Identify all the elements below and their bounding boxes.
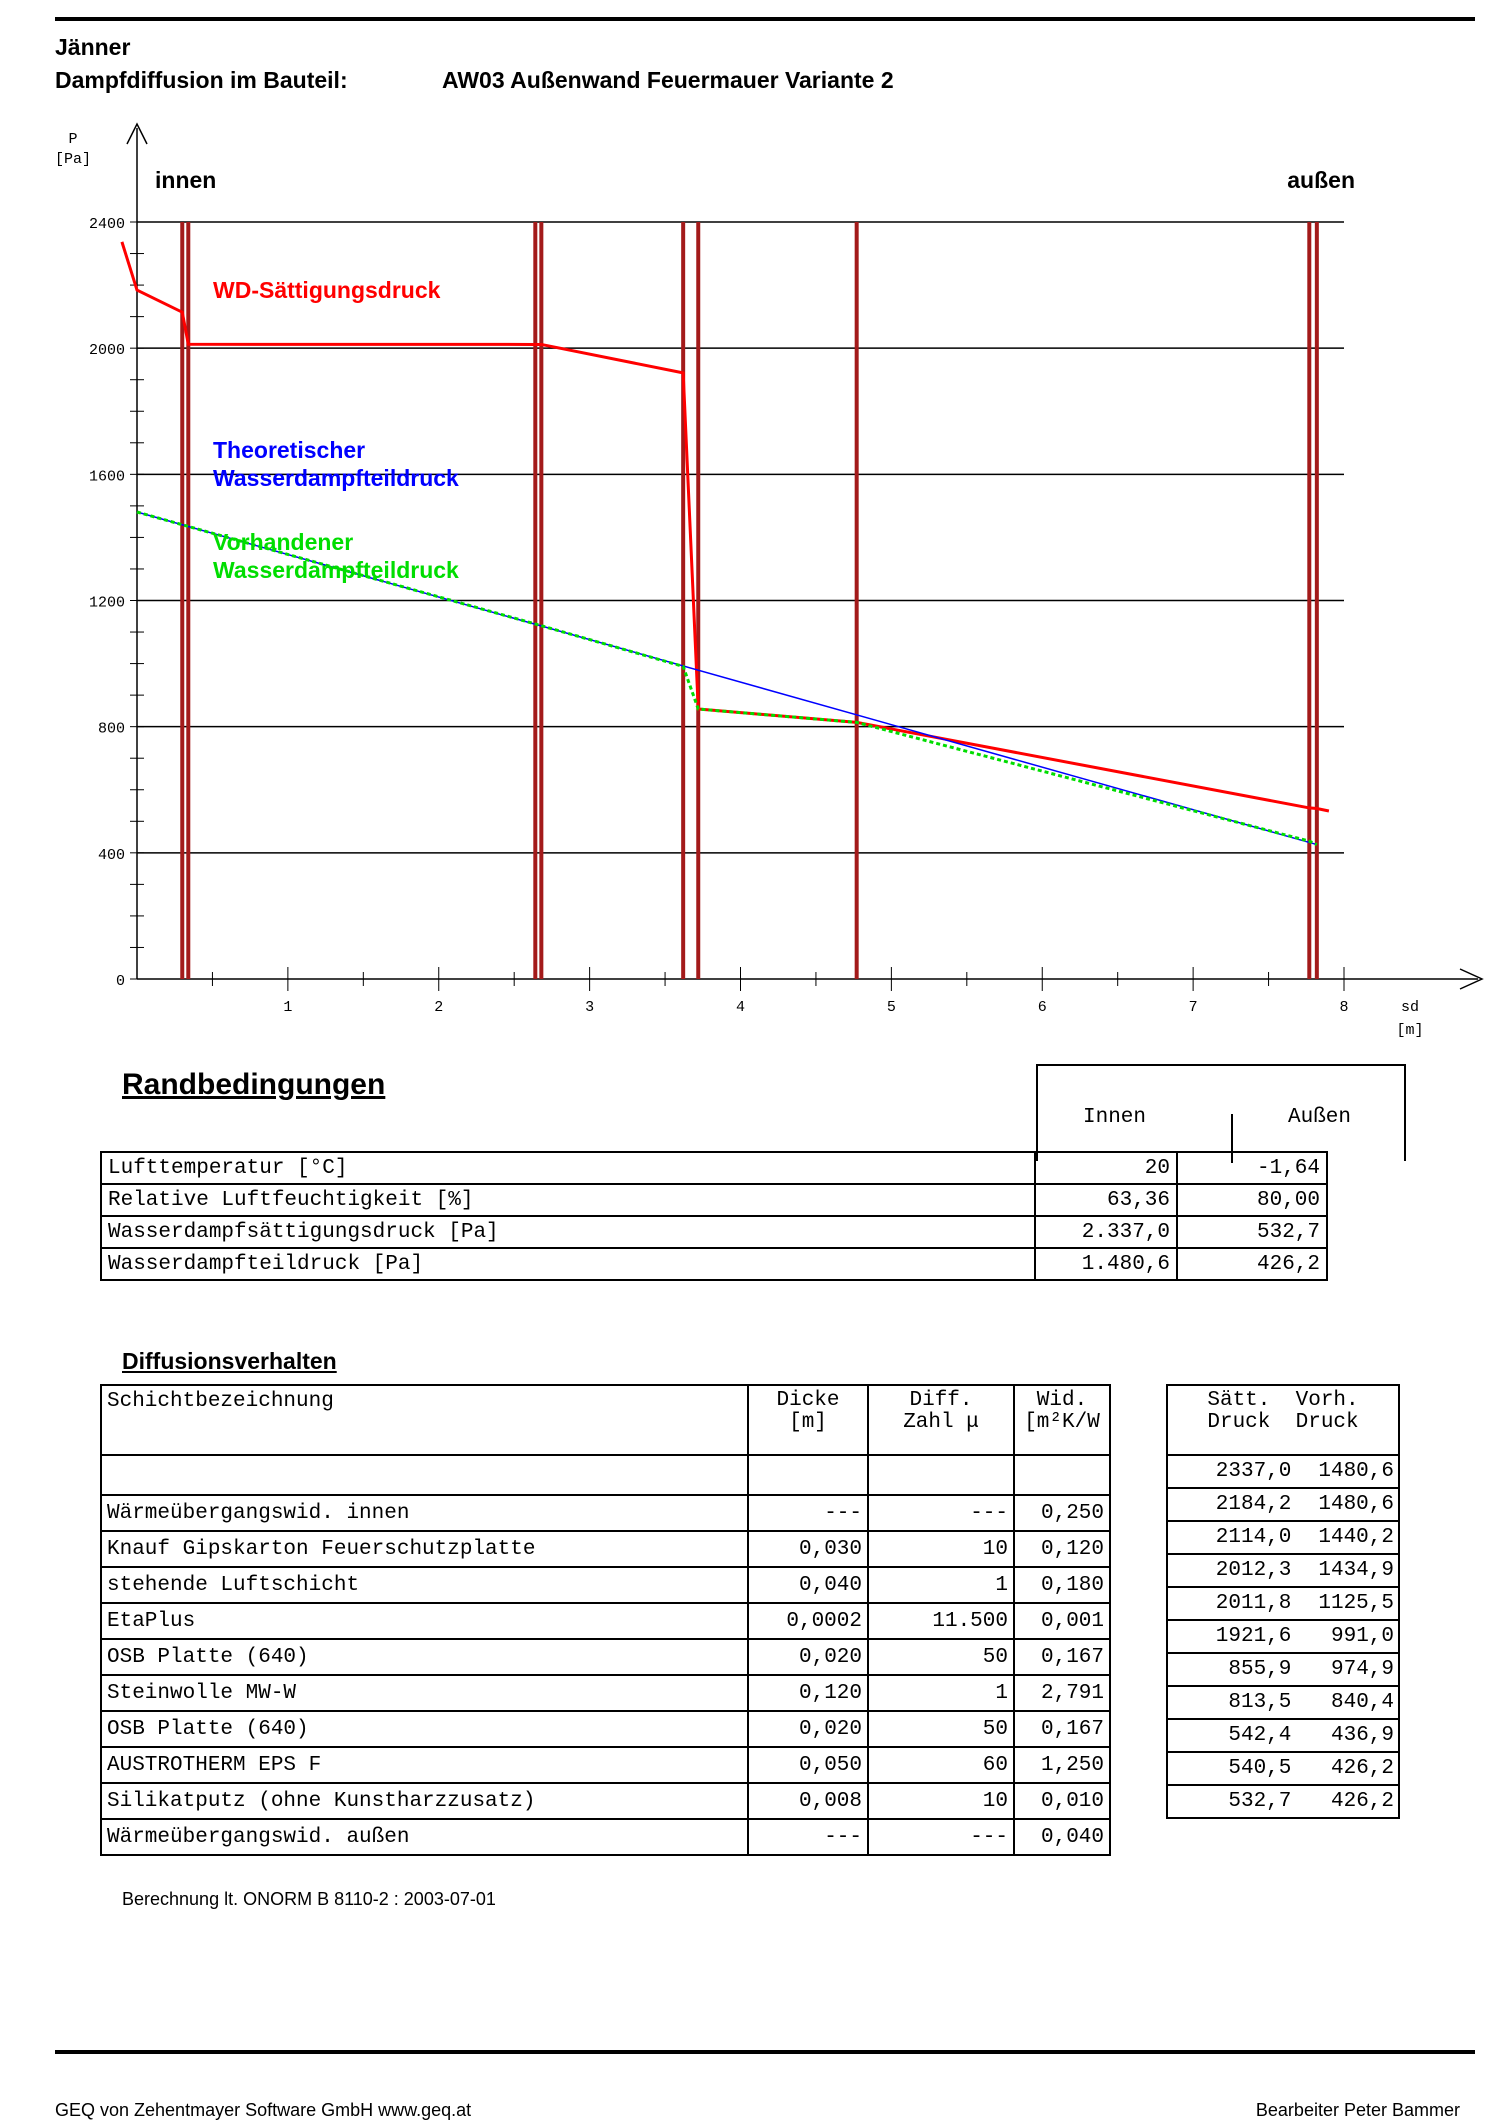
x-axis-unit: [m] (1396, 1022, 1424, 1039)
col-sattigungsdruck: Sätt. Vorh. Druck Druck (1167, 1385, 1399, 1455)
layer-wid: 2,791 (1014, 1675, 1110, 1711)
component-heading (55, 67, 894, 94)
row-innen: 63,36 (1035, 1184, 1177, 1216)
pressure-row (1167, 1653, 1399, 1686)
layer-dicke: --- (748, 1819, 868, 1855)
randbedingungen-table (100, 1151, 1328, 1281)
layer-name: Wärmeübergangswid. außen (101, 1819, 748, 1855)
vorh-druck: 426,2 (1330, 1757, 1394, 1780)
diffusion-title: Diffusionsverhalten (122, 1348, 337, 1374)
layer-dicke: 0,040 (748, 1567, 868, 1603)
vapour-pressure-chart (0, 110, 1500, 1070)
pressure-header-row (1167, 1385, 1399, 1455)
layer-mu: 1 (868, 1675, 1014, 1711)
layer-dicke: 0,020 (748, 1711, 868, 1747)
layer-dicke: 0,008 (748, 1783, 868, 1819)
pressure-cell (1167, 1653, 1399, 1686)
row-innen: 2.337,0 (1035, 1216, 1177, 1248)
layer-mu: 11.500 (868, 1603, 1014, 1639)
x-tick-label: 7 (1188, 999, 1198, 1016)
diffusion-row (101, 1783, 1110, 1819)
col-innen: Innen (1083, 1106, 1147, 1129)
pressure-row (1167, 1488, 1399, 1521)
y-tick-label: 400 (97, 846, 125, 864)
pressure-row (1167, 1455, 1399, 1488)
pressure-cell (1167, 1719, 1399, 1752)
series-line (122, 242, 1329, 811)
diffusion-row (101, 1495, 1110, 1531)
pressure-cell (1167, 1488, 1399, 1521)
pressure-table (1166, 1384, 1400, 1819)
row-label: Wasserdampfsättigungsdruck [Pa] (101, 1216, 1035, 1248)
y-tick-label: 1600 (88, 468, 125, 486)
layer-wid: 0,250 (1014, 1495, 1110, 1531)
layer-name: OSB Platte (640) (101, 1711, 748, 1747)
y-tick-label: 800 (97, 720, 125, 738)
satt-druck: 540,5 (1228, 1757, 1292, 1780)
vorh-druck: 1480,6 (1318, 1493, 1394, 1516)
vorh-druck: 1440,2 (1318, 1526, 1394, 1549)
pressure-cell (1167, 1587, 1399, 1620)
vorh-druck: 840,4 (1330, 1691, 1394, 1714)
layer-name: stehende Luftschicht (101, 1567, 748, 1603)
component-name: AW03 Außenwand Feuermauer Variante 2 (442, 67, 894, 93)
satt-druck: 2184,2 (1215, 1493, 1292, 1516)
layer-mu: --- (868, 1495, 1014, 1531)
layer-name: Steinwolle MW-W (101, 1675, 748, 1711)
col-dicke: Dicke [m] (748, 1385, 868, 1455)
col-schichtbezeichnung: Schichtbezeichnung (101, 1385, 748, 1455)
layer-mu: 10 (868, 1783, 1014, 1819)
layer-dicke: 0,020 (748, 1639, 868, 1675)
pressure-cell (1167, 1686, 1399, 1719)
satt-druck: 2011,8 (1215, 1592, 1292, 1615)
row-innen: 20 (1035, 1152, 1177, 1184)
layer-name: EtaPlus (101, 1603, 748, 1639)
x-tick-label: 1 (283, 999, 293, 1016)
col-aussen: Außen (1288, 1106, 1352, 1129)
layer-wid: 0,167 (1014, 1711, 1110, 1747)
vorh-druck: 991,0 (1330, 1625, 1394, 1648)
randbedingungen-row (101, 1152, 1327, 1184)
row-aussen: 80,00 (1177, 1184, 1327, 1216)
satt-druck: 542,4 (1228, 1724, 1292, 1747)
x-tick-label: 4 (735, 999, 746, 1016)
layer-wid: 0,180 (1014, 1567, 1110, 1603)
diffusion-row (101, 1639, 1110, 1675)
pressure-cell (1167, 1521, 1399, 1554)
month-title: Jänner (55, 34, 131, 60)
pressure-row (1167, 1719, 1399, 1752)
randbedingungen-row (101, 1216, 1327, 1248)
pressure-row (1167, 1587, 1399, 1620)
legend-label: Theoretischer (213, 437, 366, 463)
x-tick-label: 8 (1339, 999, 1349, 1016)
layer-name: OSB Platte (640) (101, 1639, 748, 1675)
satt-druck: 855,9 (1228, 1658, 1292, 1681)
layer-mu: 50 (868, 1639, 1014, 1675)
diffusion-table (100, 1384, 1111, 1856)
layer-dicke: 0,0002 (748, 1603, 868, 1639)
layer-name: Silikatputz (ohne Kunstharzzusatz) (101, 1783, 748, 1819)
pressure-row (1167, 1521, 1399, 1554)
layer-mu: 1 (868, 1567, 1014, 1603)
layer-dicke: 0,120 (748, 1675, 868, 1711)
diffusion-row (101, 1819, 1110, 1855)
y-tick-label: 2400 (88, 216, 125, 233)
diffusion-row (101, 1747, 1110, 1783)
legend-label: Wasserdampfteildruck (213, 465, 459, 491)
x-tick-label: 6 (1037, 999, 1047, 1016)
diffusion-row (101, 1711, 1110, 1747)
row-label: Lufttemperatur [°C] (101, 1152, 1035, 1184)
pressure-cell (1167, 1752, 1399, 1785)
randbedingungen-row (101, 1248, 1327, 1280)
layer-wid: 0,001 (1014, 1603, 1110, 1639)
bottom-rule (55, 2050, 1475, 2054)
pressure-row (1167, 1785, 1399, 1818)
row-label: Wasserdampfteildruck [Pa] (101, 1248, 1035, 1280)
legend-label: WD-Sättigungsdruck (213, 277, 441, 303)
y-axis-unit: [Pa] (54, 151, 92, 168)
diffusion-row (101, 1531, 1110, 1567)
row-aussen: -1,64 (1177, 1152, 1327, 1184)
calculation-note: Berechnung lt. ONORM B 8110-2 : 2003-07-01 (122, 1889, 496, 1909)
layer-name: Wärmeübergangswid. innen (101, 1495, 748, 1531)
footer-company: GEQ von Zehentmayer Software GmbH www.geq.at (55, 2100, 472, 2120)
footer-editor: Bearbeiter Peter Bammer (1255, 2100, 1460, 2120)
legend-label: Vorhandener (213, 529, 354, 555)
row-aussen: 532,7 (1177, 1216, 1327, 1248)
pressure-cell (1167, 1620, 1399, 1653)
layer-dicke: 0,030 (748, 1531, 868, 1567)
row-aussen: 426,2 (1177, 1248, 1327, 1280)
layer-name: Knauf Gipskarton Feuerschutzplatte (101, 1531, 748, 1567)
x-tick-label: 5 (886, 999, 896, 1016)
layer-wid: 0,040 (1014, 1819, 1110, 1855)
y-tick-label: 1200 (88, 594, 125, 612)
layer-dicke: --- (748, 1495, 868, 1531)
pressure-cell (1167, 1455, 1399, 1488)
layer-mu: 50 (868, 1711, 1014, 1747)
top-rule (55, 17, 1475, 21)
layer-dicke: 0,050 (748, 1747, 868, 1783)
x-tick-label: 2 (434, 999, 444, 1016)
y-axis-label: P (68, 131, 78, 148)
pressure-cell (1167, 1554, 1399, 1587)
diffusion-row (101, 1567, 1110, 1603)
layer-mu: 10 (868, 1531, 1014, 1567)
row-label: Relative Luftfeuchtigkeit [%] (101, 1184, 1035, 1216)
vorh-druck: 1480,6 (1318, 1460, 1394, 1483)
col-diff-zahl: Diff. Zahl μ (868, 1385, 1014, 1455)
diffusion-row (101, 1603, 1110, 1639)
layer-wid: 1,250 (1014, 1747, 1110, 1783)
layer-wid: 0,120 (1014, 1531, 1110, 1567)
legend-label: Wasserdampfteildruck (213, 557, 459, 583)
side-label-innen: innen (155, 167, 217, 193)
layer-wid: 0,010 (1014, 1783, 1110, 1819)
pressure-row (1167, 1554, 1399, 1587)
layer-name: AUSTROTHERM EPS F (101, 1747, 748, 1783)
vorh-druck: 426,2 (1330, 1790, 1394, 1813)
vorh-druck: 436,9 (1330, 1724, 1394, 1747)
randbedingungen-header (1036, 1064, 1406, 1161)
pressure-row (1167, 1752, 1399, 1785)
satt-druck: 2337,0 (1215, 1460, 1292, 1483)
col-wid: Wid. [m²K/W (1014, 1385, 1110, 1455)
diffusion-spacer-row (101, 1455, 1110, 1495)
pressure-row (1167, 1620, 1399, 1653)
satt-druck: 532,7 (1228, 1790, 1292, 1813)
pressure-row (1167, 1686, 1399, 1719)
diffusion-row (101, 1675, 1110, 1711)
side-label-aussen: außen (1287, 167, 1355, 193)
y-tick-label: 2000 (88, 342, 125, 360)
satt-druck: 1921,6 (1215, 1625, 1292, 1648)
vorh-druck: 974,9 (1330, 1658, 1394, 1681)
layer-mu: 60 (868, 1747, 1014, 1783)
randbedingungen-title: Randbedingungen (122, 1068, 386, 1101)
row-innen: 1.480,6 (1035, 1248, 1177, 1280)
layer-mu: --- (868, 1819, 1014, 1855)
satt-druck: 2012,3 (1215, 1559, 1292, 1582)
satt-druck: 2114,0 (1215, 1526, 1292, 1549)
x-axis-label: sd (1400, 999, 1420, 1016)
vorh-druck: 1434,9 (1318, 1559, 1394, 1582)
satt-druck: 813,5 (1228, 1691, 1292, 1714)
vorh-druck: 1125,5 (1318, 1592, 1394, 1615)
layer-wid: 0,167 (1014, 1639, 1110, 1675)
diffusion-header-row (101, 1385, 1110, 1455)
x-tick-label: 3 (585, 999, 595, 1016)
randbedingungen-row (101, 1184, 1327, 1216)
component-label: Dampfdiffusion im Bauteil: (55, 67, 348, 93)
y-tick-label: 0 (115, 973, 125, 990)
pressure-cell (1167, 1785, 1399, 1818)
